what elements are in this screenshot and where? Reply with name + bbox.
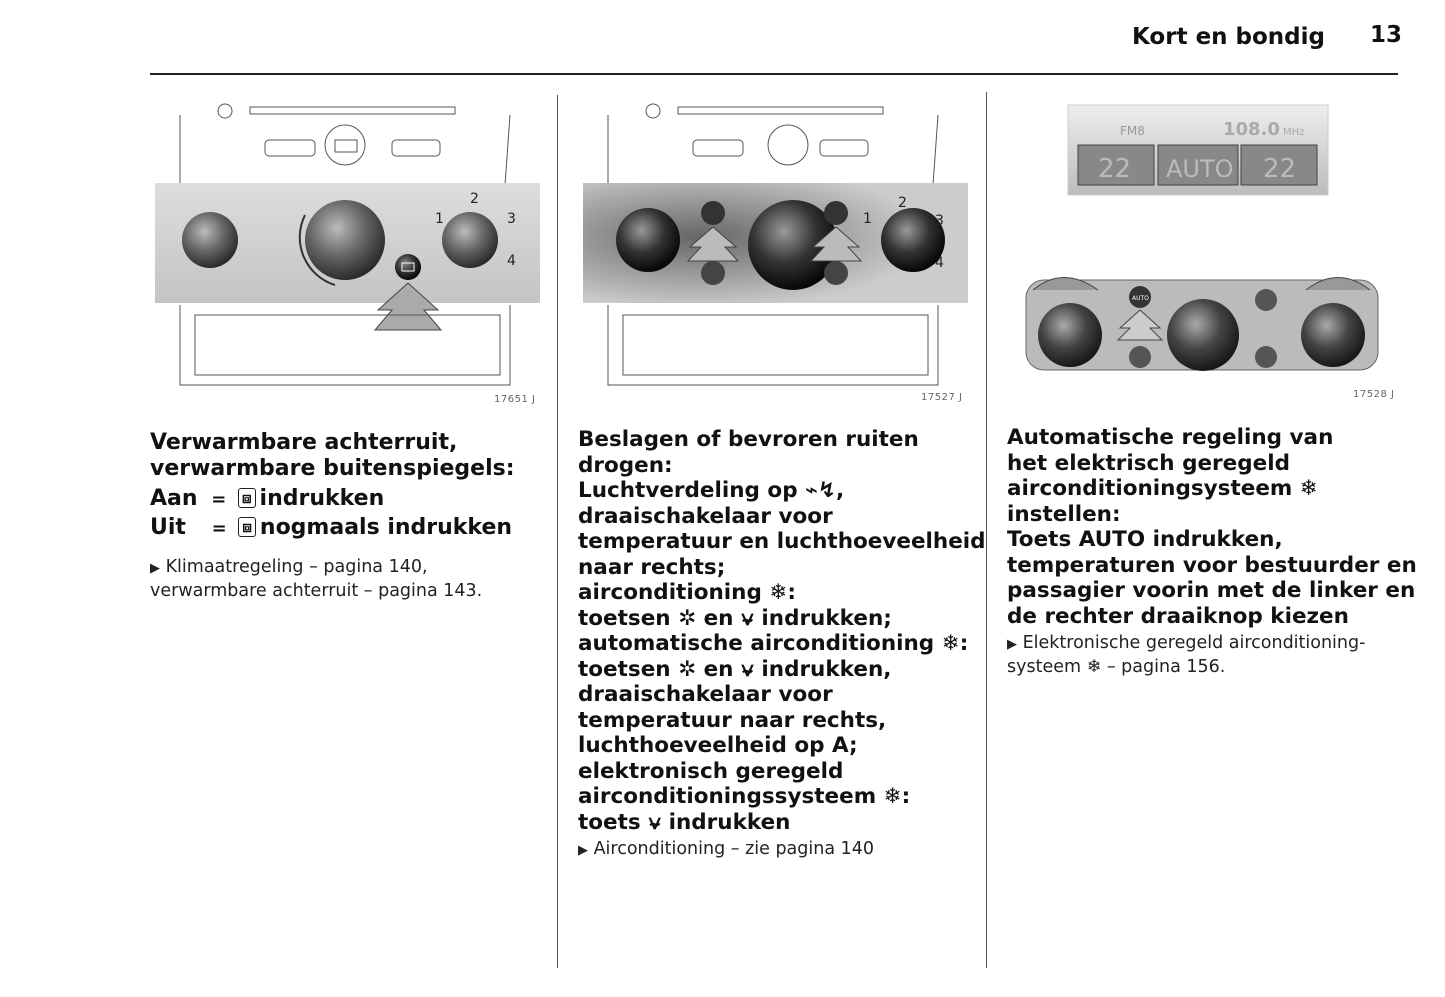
col2-line-1: Beslagen of bevroren ruiten [578,427,919,452]
air-distribution-icon: ⌁↯, [805,478,845,503]
col3-note-line-2b: – pagina 156. [1106,657,1226,677]
col3-note [1007,632,1365,679]
col1-off-row [150,515,512,542]
col3-line-5: Toets AUTO indrukken, [1007,527,1283,552]
svg-text:3: 3 [935,213,944,229]
col3-note-line-2: systeem [1007,657,1087,677]
svg-text:4: 4 [935,255,944,271]
snowflake-icon: ❄: [883,784,911,809]
snowflake-icon: ❄ [1299,476,1318,501]
figure-code-2: 17527 J [921,392,963,403]
col3-line-3: airconditioningsysteem [1007,476,1300,501]
col3-line-8: de rechter draaiknop kiezen [1007,603,1349,629]
page-number: 13 [1370,22,1403,48]
col2-line-14: elektronisch geregeld [578,758,844,784]
col2-line-15: airconditioningssysteem [578,784,884,809]
svg-text:1: 1 [863,211,872,227]
figure-rear-window-heating [150,95,545,400]
equals-sign: = [211,518,227,539]
svg-text:3: 3 [507,211,516,227]
col2-line-6: naar rechts; [578,554,726,580]
col2-line-5: temperatuur en luchthoeveelheid [578,529,986,554]
ac-icon: ✲ [678,656,697,682]
col2-press: indrukken [668,809,791,835]
col1-heading-line-1: Verwarmbare achterruit, [150,430,458,455]
col2-line-8: toetsen [578,605,679,631]
display-band: FM8 [1120,124,1145,138]
svg-text:2: 2 [470,191,479,207]
col2-line-7: airconditioning [578,580,770,605]
col3-line-2: het elektrisch geregeld [1007,450,1290,476]
on-label: Aan [150,486,198,511]
display-unit: MHz [1283,127,1305,138]
snowflake-icon: ❄: [769,580,796,605]
col3-line-1: Automatische regeling van [1007,425,1334,450]
col2-note [578,838,874,862]
col2-line-9: automatische airconditioning [578,631,942,656]
col2-line-11: draaischakelaar voor [578,682,833,707]
col2-line-13: luchthoeveelheid op A; [578,733,858,758]
col2-line-10: toetsen [578,656,679,682]
col1-note-line-1: Klimaatregeling – pagina 140, [165,557,428,577]
right-arrow-icon: ▶ [150,561,160,576]
col2-line-2: drogen: [578,452,673,478]
rear-window-heating-icon: ⧈ [238,488,256,508]
off-action: nogmaals indrukken [259,515,513,540]
ac-icon: ✲ [678,605,697,631]
equals-sign: = [211,489,227,510]
col2-note-text: Airconditioning – zie pagina 140 [593,839,875,859]
col2-en: en [703,605,734,631]
figure-code-3: 17528 J [1353,389,1395,400]
col3-line-4: instellen: [1007,501,1121,527]
col2-line-16: toets [578,809,649,835]
column-divider-2 [986,92,987,968]
svg-text:1: 1 [435,211,444,227]
right-arrow-icon: ▶ [1007,637,1017,652]
col1-heading [150,430,515,481]
off-label: Uit [150,515,186,540]
col3-line-6: temperaturen voor bestuurder en [1007,552,1417,578]
display-right-temp: 22 [1263,154,1297,184]
display-frequency: 108.0 [1223,119,1280,140]
col1-on-row [150,486,384,513]
display-left-temp: 22 [1098,154,1132,184]
col1-heading-line-2: verwarmbare buitenspiegels: [150,455,515,481]
col3-body [1007,425,1417,629]
rear-window-heating-icon: ⧈ [238,517,256,537]
windshield-defrost-icon: ⍱ [648,809,662,835]
col2-body [578,427,986,835]
snowflake-icon: ❄: [941,631,969,656]
col2-press: indrukken, [761,656,892,682]
right-arrow-icon: ▶ [578,843,588,858]
windshield-defrost-icon: ⍱ [740,605,754,631]
col2-en: en [703,656,734,682]
col2-press: indrukken; [761,605,892,631]
svg-text:4: 4 [507,253,516,269]
on-action: indrukken [259,486,385,511]
figure-code-1: 17651 J [494,394,536,405]
figure-defrost-controls [578,95,971,400]
windshield-defrost-icon: ⍱ [740,656,754,682]
header-rule [150,73,1398,75]
auto-button-label: AUTO [1132,295,1149,302]
column-divider-1 [557,95,558,968]
col2-line-12: temperatuur naar rechts, [578,707,887,733]
snowflake-icon: ❄ [1086,657,1102,677]
col1-note-line-2: verwarmbare achterruit – pagina 143. [150,581,483,601]
col2-line-4: draaischakelaar voor [578,503,833,529]
svg-text:2: 2 [898,195,907,211]
col1-note [150,556,482,603]
col2-line-3: Luchtverdeling op [578,478,806,503]
section-title: Kort en bondig [1132,24,1325,50]
col3-line-7: passagier voorin met de linker en [1007,578,1416,603]
col3-note-line-1: Elektronische geregeld airconditioning- [1022,633,1366,653]
figure-auto-climate [1008,95,1398,395]
display-mode: AUTO [1166,155,1234,183]
